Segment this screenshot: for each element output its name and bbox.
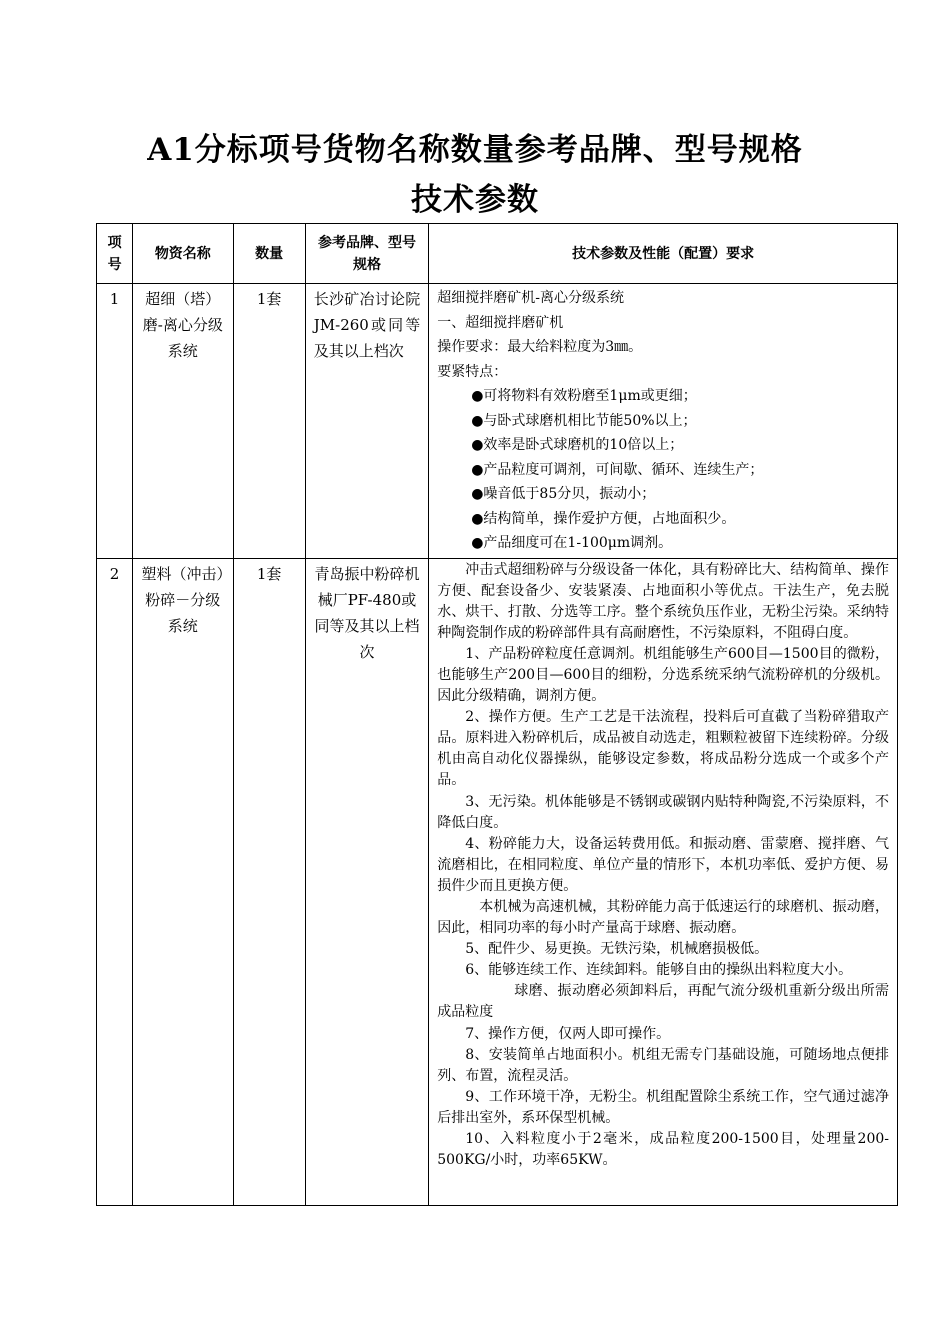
feature-bullet: ●产品粒度可调剂，可间歇、循环、连续生产；: [471, 461, 764, 478]
tech-paragraph: 2、操作方便。生产工艺是干法流程，投料后可直截了当粉碎猎取产品。原料进入粉碎机后，成品被自动选走，粗颗粒被留下连续粉碎。分级机由高自动化仪器操纵，能够设定参数，将成品粉分选成一个或多个产品。: [437, 709, 889, 789]
item-brand: 长沙矿冶讨论院JM-260或同等及其以上档次: [313, 290, 421, 360]
feature-bullet: ●产品细度可在1-100μm调剂。: [471, 535, 673, 551]
tech-paragraph: 7、操作方便，仅两人即可操作。: [465, 1025, 671, 1042]
tech-paragraph: 6、能够连续工作、连续卸料。能够自由的操纵出料粒度大小。: [465, 962, 853, 979]
spec-table: [96, 223, 898, 1206]
tech-paragraph: 3、无污染。机体能够是不锈钢或碳钢内贴特种陶瓷,不污染原料，不降低白度。: [437, 793, 889, 831]
header-brand: 参考品牌、型号规格: [305, 224, 428, 284]
table-header-row: [97, 224, 898, 284]
tech-spec: [429, 559, 897, 1172]
tech-paragraph: 5、配件少、易更换。无铁污染，机械磨损极低。: [465, 941, 769, 958]
item-name: 超细（塔）磨-离心分级系统: [142, 290, 223, 360]
cell-brand: [305, 558, 428, 1205]
cell-no: [97, 558, 133, 1205]
item-quantity: 1套: [256, 564, 282, 583]
header-qty: 数量: [233, 224, 305, 284]
header-tech: 技术参数及性能（配置）要求: [429, 224, 898, 284]
cell-brand: [305, 284, 428, 559]
item-quantity: 1套: [256, 290, 282, 308]
page-subtitle: 技术参数: [411, 182, 539, 218]
cell-no: [97, 284, 133, 559]
tech-paragraph: 1、产品粉碎粒度任意调剂。机组能够生产600目—1500目的微粉，也能够生产200目—600目的细粉，分选系统采纳气流粉碎机的分级机。因此分级精确，调剂方便。: [437, 645, 889, 705]
tech-subheading: 一、超细搅拌磨矿机: [437, 314, 564, 331]
tech-paragraph: 8、安装简单占地面积小。机组无需专门基础设施，可随场地点便排列、布置，流程灵活。: [437, 1046, 889, 1084]
feature-bullet: ●噪音低于85分贝，振动小；: [471, 486, 656, 502]
row-number: 1: [109, 290, 120, 308]
cell-tech: [429, 284, 898, 559]
item-name: 塑料（冲击）粉碎－分级系统: [141, 564, 225, 635]
page-title: A1分标项号货物名称数量参考品牌、型号规格: [147, 132, 803, 168]
tech-features-title: 要紧特点：: [437, 363, 508, 380]
tech-heading: 超细搅拌磨矿机-离心分级系统: [437, 290, 624, 306]
tech-paragraph: 4、粉碎能力大，设备运转费用低。和振动磨、雷蒙磨、搅拌磨、气流磨相比，在相同粒度、单位产量的情形下，本机功率低、爱护方便、易损件少而且更换方便。: [437, 835, 889, 894]
item-brand: 青岛振中粉碎机械厂PF-480或同等及其以上档次: [314, 564, 420, 661]
row-number: 2: [109, 564, 120, 583]
feature-bullet: ●与卧式球磨机相比节能50%以上；: [471, 412, 697, 429]
cell-tech: [429, 558, 898, 1205]
cell-name: [133, 558, 233, 1205]
tech-paragraph: 球磨、振动磨必须卸料后，再配气流分级机重新分级出所需成品粒度: [437, 983, 889, 1021]
feature-bullet: ●可将物料有效粉磨至1μm或更细；: [471, 388, 697, 404]
table-row: [97, 558, 898, 1205]
cell-name: [133, 284, 233, 559]
cell-qty: [233, 284, 305, 559]
tech-paragraph: 10、入料粒度小于2毫米，成品粒度200-1500目，处理量200-500KG/小时，功率65KW。: [437, 1131, 889, 1169]
tech-paragraph: 9、工作环境干净，无粉尘。机组配置除尘系统工作，空气通过滤净后排出室外，系环保型机械。: [437, 1088, 889, 1126]
feature-bullet: ●结构简单，操作爱护方便，占地面积少。: [471, 510, 736, 527]
tech-spec: [429, 284, 897, 558]
tech-paragraph: 冲击式超细粉碎与分级设备一体化，具有粉碎比大、结构简单、操作方便、配套设备少、安装紧凑、占地面积小等优点。干法生产，免去脱水、烘干、打散、分选等工序。整个系统负压作业，无粉尘污染。采纳特种陶瓷制作成的粉碎部件具有高耐磨性，不污染原料，不阻碍白度。: [437, 561, 889, 641]
cell-qty: [233, 558, 305, 1205]
tech-paragraph: 本机械为高速机械，其粉碎能力高于低速运行的球磨机、振动磨，因此，相同功率的每小时产量高于球磨、振动磨。: [437, 899, 889, 937]
header-no: 项号: [97, 224, 133, 284]
tech-operation-requirement: 操作要求：最大给料粒度为3㎜。: [437, 339, 643, 355]
header-name: 物资名称: [133, 224, 233, 284]
feature-bullet: ●效率是卧式球磨机的10倍以上；: [471, 437, 684, 453]
table-row: [97, 284, 898, 559]
